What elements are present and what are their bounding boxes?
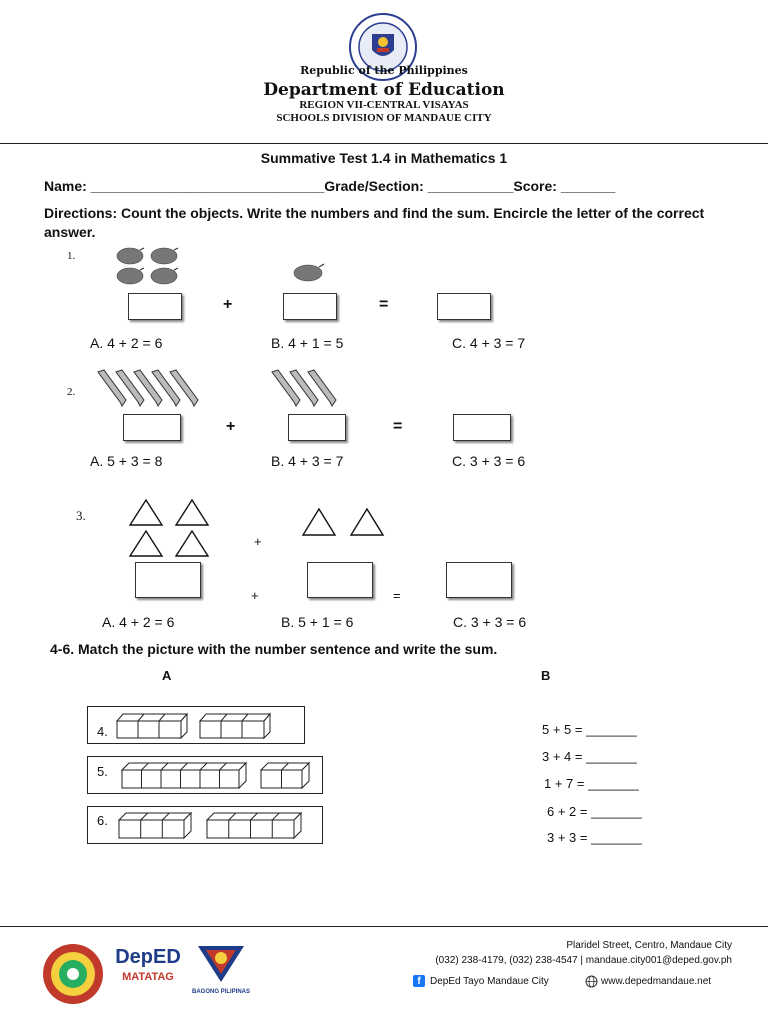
sentence-2[interactable]: 3 + 4 = _______ — [542, 749, 637, 764]
q2-answer-box-1[interactable] — [123, 414, 181, 441]
region-text: REGION VII-CENTRAL VISAYAS — [299, 99, 469, 111]
q3-answer-box-sum[interactable] — [446, 562, 512, 598]
deped-logo — [114, 946, 182, 996]
deped-logo-text: DepED — [115, 946, 181, 968]
q3-option-a[interactable]: A. 4 + 2 = 6 — [102, 614, 175, 630]
q2-answer-box-sum[interactable] — [453, 414, 511, 441]
row-4-left-cubes — [115, 712, 189, 745]
question-3-right-triangles — [301, 507, 387, 544]
test-title: Summative Test 1.4 in Mathematics 1 — [260, 150, 508, 166]
row-5-right-cubes — [259, 760, 311, 795]
question-1-number: 1. — [67, 250, 76, 262]
name-line[interactable]: Name: ______________________________Grade/Section: ___________Score: _______ — [44, 178, 616, 194]
department-title: Department of Education — [263, 80, 505, 100]
question-3-left-triangles — [128, 498, 212, 565]
match-row-6-number: 6. — [97, 813, 108, 828]
q1-equals-sign: = — [379, 296, 389, 313]
globe-icon[interactable] — [585, 975, 598, 993]
sentence-1[interactable]: 5 + 5 = _______ — [542, 722, 637, 737]
match-row-4-number: 4. — [97, 724, 108, 739]
row-6-left-cubes — [117, 810, 193, 845]
sentence-4[interactable]: 6 + 2 = _______ — [547, 804, 642, 819]
q2-option-a[interactable]: A. 5 + 3 = 8 — [90, 453, 163, 469]
bagong-pilipinas-text: BAGONG PILIPINAS — [191, 989, 250, 995]
directions: Directions: Count the objects. Write the numbers and find the sum. Encircle the letter of the correct answer. — [44, 205, 705, 240]
column-a-heading: A — [162, 668, 172, 683]
q2-equals-sign: = — [393, 418, 403, 435]
q1-answer-box-sum[interactable] — [437, 293, 491, 320]
q3-answer-box-2[interactable] — [307, 562, 373, 598]
q1-option-c[interactable]: C. 4 + 3 = 7 — [452, 335, 526, 351]
bagong-pilipinas-logo — [190, 944, 252, 1000]
question-1-left-mangoes — [114, 244, 194, 291]
footer-contact[interactable]: (032) 238-4179, (032) 238-4547 | mandaue.city001@deped.gov.ph — [435, 955, 732, 966]
question-2-number: 2. — [67, 386, 76, 398]
row-5-left-cubes — [120, 760, 248, 795]
q3-option-c[interactable]: C. 3 + 3 = 6 — [453, 614, 527, 630]
q2-plus-sign: + — [226, 418, 236, 435]
row-4-right-cubes — [198, 712, 272, 745]
q3-equals-sign: = — [393, 588, 401, 603]
q2-option-c[interactable]: C. 3 + 3 = 6 — [452, 453, 526, 469]
sentence-3[interactable]: 1 + 7 = _______ — [544, 776, 639, 791]
question-2-left-pencils — [96, 368, 208, 413]
question-2-right-pencils — [270, 368, 342, 413]
footer-address: Plaridel Street, Centro, Mandaue City — [566, 940, 732, 951]
footer-divider — [0, 926, 768, 927]
division-seal-logo — [42, 943, 104, 1005]
matching-instruction: 4-6. Match the picture with the number sentence and write the sum. — [50, 641, 498, 657]
q2-option-b[interactable]: B. 4 + 3 = 7 — [271, 453, 344, 469]
question-1-right-mango — [290, 260, 330, 289]
q3-answer-box-1[interactable] — [135, 562, 201, 598]
facebook-icon[interactable]: f — [413, 975, 425, 987]
row-6-right-cubes — [205, 810, 303, 845]
header-divider — [0, 143, 768, 144]
q3-plus-sign: + — [251, 588, 259, 603]
footer-facebook[interactable]: DepEd Tayo Mandaue City — [430, 976, 549, 987]
match-row-5-number: 5. — [97, 764, 108, 779]
q1-plus-sign: + — [223, 296, 233, 313]
q1-answer-box-2[interactable] — [283, 293, 337, 320]
q3-plus-sign-top: + — [254, 534, 262, 549]
footer-website[interactable]: www.depedmandaue.net — [601, 976, 712, 987]
q3-option-b[interactable]: B. 5 + 1 = 6 — [281, 614, 354, 630]
q1-option-a[interactable]: A. 4 + 2 = 6 — [90, 335, 163, 351]
column-b-heading: B — [541, 668, 551, 683]
q1-option-b[interactable]: B. 4 + 1 = 5 — [271, 335, 344, 351]
republic-text: Republic of the Philippines — [300, 64, 468, 77]
q1-answer-box-1[interactable] — [128, 293, 182, 320]
q2-answer-box-2[interactable] — [288, 414, 346, 441]
question-3-number: 3. — [76, 508, 86, 523]
sentence-5[interactable]: 3 + 3 = _______ — [547, 830, 642, 845]
division-text: SCHOOLS DIVISION OF MANDAUE CITY — [276, 112, 492, 124]
matatag-text: MATATAG — [122, 971, 174, 983]
